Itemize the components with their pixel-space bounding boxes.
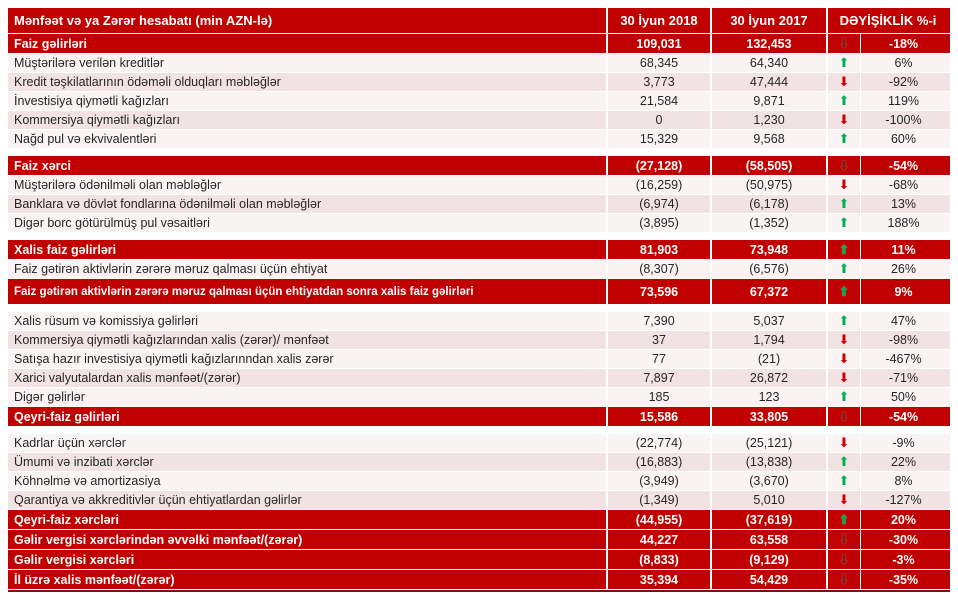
change-cell	[828, 260, 950, 279]
change-percent: -92%	[888, 75, 919, 89]
change-percent: 9%	[894, 284, 913, 299]
row-label: Köhnəlmə və amortizasiya	[8, 472, 608, 491]
value-2017: (58,505)	[712, 156, 828, 176]
change-cell	[828, 312, 950, 331]
value-2017: 5,037	[712, 312, 828, 331]
change-cell	[828, 156, 950, 176]
row-label: Qeyri-faiz xərcləri	[8, 510, 608, 530]
value-2018: 109,031	[608, 34, 712, 54]
row-label: Müştərilərə verilən kreditlər	[8, 54, 608, 73]
row-label: Kommersiya qiymətli kağızları	[8, 111, 608, 130]
profit-loss-table	[8, 8, 950, 592]
change-percent: -127%	[885, 493, 922, 507]
row-label: Faiz gətirən aktivlərin zərərə məruz qalması üçün ehtiyat	[8, 260, 608, 279]
down-arrow-icon	[828, 350, 861, 368]
change-percent: 188%	[887, 216, 920, 230]
change-cell	[828, 510, 950, 530]
value-2018: 0	[608, 111, 712, 130]
row-label: Faiz gəlirləri	[8, 34, 608, 54]
value-2017: 5,010	[712, 491, 828, 510]
row-label: Digər borc götürülmüş pul vəsaitləri	[8, 214, 608, 233]
up-arrow-icon	[828, 279, 861, 304]
change-cell	[828, 407, 950, 427]
row-label: Ümumi və inzibati xərclər	[8, 453, 608, 472]
spacer-row	[8, 427, 950, 434]
value-2017: 47,444	[712, 73, 828, 92]
table-row	[8, 73, 950, 92]
change-percent: 8%	[894, 474, 913, 488]
value-2017: 63,558	[712, 530, 828, 550]
value-2018: (22,774)	[608, 434, 712, 453]
spacer-row	[8, 149, 950, 156]
down-arrow-icon	[828, 156, 861, 175]
row-label: Banklara və dövlət fondlarına ödənilməli olan məbləğlər	[8, 195, 608, 214]
down-arrow-icon	[828, 111, 861, 129]
change-percent: -54%	[888, 409, 919, 424]
value-2017: (6,576)	[712, 260, 828, 279]
value-2018: 3,773	[608, 73, 712, 92]
value-2018: 21,584	[608, 92, 712, 111]
up-arrow-icon	[828, 54, 861, 72]
table-row	[8, 472, 950, 491]
down-arrow-icon	[828, 73, 861, 91]
value-2018: (3,895)	[608, 214, 712, 233]
change-cell	[828, 240, 950, 260]
header-col-2017: 30 İyun 2017	[712, 8, 828, 34]
up-arrow-icon	[828, 214, 861, 232]
value-2018: (8,307)	[608, 260, 712, 279]
change-percent: -100%	[885, 113, 922, 127]
section-row	[8, 550, 950, 570]
change-cell	[828, 550, 950, 570]
change-percent: -71%	[888, 371, 919, 385]
value-2018: (44,955)	[608, 510, 712, 530]
value-2018: 7,390	[608, 312, 712, 331]
down-arrow-icon	[828, 369, 861, 387]
value-2018: (1,349)	[608, 491, 712, 510]
change-percent: -68%	[888, 178, 919, 192]
change-percent: -9%	[892, 436, 915, 450]
value-2018: (27,128)	[608, 156, 712, 176]
up-arrow-icon	[828, 240, 861, 259]
table-row	[8, 312, 950, 331]
down-arrow-icon	[828, 407, 861, 426]
up-arrow-icon	[828, 130, 861, 148]
row-label: Müştərilərə ödənilməli olan məbləğlər	[8, 176, 608, 195]
table-row	[8, 54, 950, 73]
value-2018: 44,227	[608, 530, 712, 550]
value-2018: 7,897	[608, 369, 712, 388]
value-2017: (6,178)	[712, 195, 828, 214]
change-cell	[828, 54, 950, 73]
change-cell	[828, 472, 950, 491]
change-cell	[828, 111, 950, 130]
row-label: Satışa hazır investisiya qiymətli kağızlarınndan xalis zərər	[8, 350, 608, 369]
value-2018: (16,883)	[608, 453, 712, 472]
value-2018: 15,586	[608, 407, 712, 427]
value-2018: (8,833)	[608, 550, 712, 570]
up-arrow-icon	[828, 453, 861, 471]
section-row	[8, 570, 950, 590]
change-cell	[828, 350, 950, 369]
table-row	[8, 388, 950, 407]
header-col-change	[828, 8, 950, 34]
value-2018: 81,903	[608, 240, 712, 260]
change-cell	[828, 369, 950, 388]
change-percent: -30%	[888, 532, 919, 547]
value-2017: (25,121)	[712, 434, 828, 453]
change-percent: -98%	[888, 333, 919, 347]
table-row	[8, 214, 950, 233]
section-row	[8, 34, 950, 54]
change-cell	[828, 434, 950, 453]
spacer-row	[8, 305, 950, 312]
change-cell	[828, 530, 950, 550]
value-2018: (3,949)	[608, 472, 712, 491]
change-percent: -3%	[892, 552, 915, 567]
change-percent: 47%	[890, 314, 917, 328]
row-label: Gəlir vergisi xərcləri	[8, 550, 608, 570]
change-percent: 6%	[894, 56, 913, 70]
up-arrow-icon	[828, 472, 861, 490]
table-row	[8, 350, 950, 369]
table-row	[8, 453, 950, 472]
value-2017: 9,568	[712, 130, 828, 149]
header-col-2018: 30 İyun 2018	[608, 8, 712, 34]
table-row	[8, 331, 950, 350]
section-row	[8, 240, 950, 260]
value-2017: (9,129)	[712, 550, 828, 570]
down-arrow-icon	[828, 570, 861, 589]
change-percent: 26%	[890, 262, 917, 276]
value-2017: (37,619)	[712, 510, 828, 530]
change-percent: -35%	[888, 572, 919, 587]
value-2017: 26,872	[712, 369, 828, 388]
table-row	[8, 369, 950, 388]
row-label: Qarantiya və akkreditivlər üçün ehtiyatlardan gəlirlər	[8, 491, 608, 510]
row-label: İl üzrə xalis mənfəət/(zərər)	[8, 570, 608, 590]
value-2017: 132,453	[712, 34, 828, 54]
change-cell	[828, 130, 950, 149]
change-percent: 22%	[890, 455, 917, 469]
value-2017: (13,838)	[712, 453, 828, 472]
value-2017: 9,871	[712, 92, 828, 111]
table-header-row	[8, 8, 950, 34]
change-cell	[828, 214, 950, 233]
table-row	[8, 434, 950, 453]
value-2018: 185	[608, 388, 712, 407]
table-row	[8, 111, 950, 130]
header-change-label: DƏYİŞİKLİK %-i	[839, 13, 937, 28]
row-label: Xalis rüsum və komissiya gəlirləri	[8, 312, 608, 331]
change-percent: 11%	[891, 242, 916, 257]
change-percent: 13%	[890, 197, 917, 211]
value-2018: (16,259)	[608, 176, 712, 195]
change-percent: -467%	[885, 352, 922, 366]
value-2017: 1,230	[712, 111, 828, 130]
section-row	[8, 279, 950, 305]
change-percent: 20%	[890, 512, 917, 527]
down-arrow-icon	[828, 550, 861, 569]
table-row	[8, 260, 950, 279]
value-2018: 68,345	[608, 54, 712, 73]
table-body	[8, 34, 950, 590]
up-arrow-icon	[828, 92, 861, 110]
section-row	[8, 407, 950, 427]
table-row	[8, 176, 950, 195]
value-2017: (1,352)	[712, 214, 828, 233]
row-label: İnvestisiya qiymətli kağızları	[8, 92, 608, 111]
change-percent: 119%	[887, 94, 920, 108]
table-row	[8, 92, 950, 111]
change-percent: -54%	[888, 158, 919, 173]
value-2017: (21)	[712, 350, 828, 369]
change-cell	[828, 570, 950, 590]
down-arrow-icon	[828, 176, 861, 194]
up-arrow-icon	[828, 388, 861, 406]
value-2017: 54,429	[712, 570, 828, 590]
value-2018: 77	[608, 350, 712, 369]
change-percent: -18%	[888, 36, 919, 51]
change-cell	[828, 176, 950, 195]
row-label: Kommersiya qiymətli kağızlarından xalis (zərər)/ mənfəət	[8, 331, 608, 350]
value-2017: (50,975)	[712, 176, 828, 195]
value-2018: 37	[608, 331, 712, 350]
row-label: Faiz gətirən aktivlərin zərərə məruz qalması üçün ehtiyatdan sonra xalis faiz gəlirləri	[8, 279, 608, 305]
spacer-row	[8, 233, 950, 240]
value-2017: 1,794	[712, 331, 828, 350]
row-label: Faiz xərci	[8, 156, 608, 176]
section-row	[8, 156, 950, 176]
change-cell	[828, 73, 950, 92]
value-2017: 123	[712, 388, 828, 407]
row-label: Kredit təşkilatlarının ödəməli olduqları məbləğlər	[8, 73, 608, 92]
row-label: Gəlir vergisi xərclərindən əvvəlki mənfəət/(zərər)	[8, 530, 608, 550]
up-arrow-icon	[828, 510, 861, 529]
change-cell	[828, 453, 950, 472]
row-label: Xarici valyutalardan xalis mənfəət/(zərər)	[8, 369, 608, 388]
change-cell	[828, 92, 950, 111]
table-row	[8, 491, 950, 510]
value-2017: 64,340	[712, 54, 828, 73]
section-row	[8, 530, 950, 550]
value-2018: (6,974)	[608, 195, 712, 214]
down-arrow-icon	[828, 434, 861, 452]
section-row	[8, 510, 950, 530]
header-title: Mənfəət və ya Zərər hesabatı (min AZN-lə)	[8, 8, 608, 34]
up-arrow-icon	[828, 195, 861, 213]
change-cell	[828, 388, 950, 407]
value-2017: 33,805	[712, 407, 828, 427]
change-cell	[828, 331, 950, 350]
change-cell	[828, 491, 950, 510]
down-arrow-icon	[828, 331, 861, 349]
row-label: Kadrlar üçün xərclər	[8, 434, 608, 453]
value-2017: 67,372	[712, 279, 828, 305]
value-2017: 73,948	[712, 240, 828, 260]
row-label: Xalis faiz gəlirləri	[8, 240, 608, 260]
change-cell	[828, 279, 950, 305]
change-cell	[828, 34, 950, 54]
value-2018: 35,394	[608, 570, 712, 590]
down-arrow-icon	[828, 34, 861, 53]
change-cell	[828, 195, 950, 214]
row-label: Nağd pul və ekvivalentləri	[8, 130, 608, 149]
down-arrow-icon	[828, 491, 861, 509]
row-label: Qeyri-faiz gəlirləri	[8, 407, 608, 427]
table-row	[8, 130, 950, 149]
up-arrow-icon	[828, 312, 861, 330]
change-percent: 60%	[890, 132, 917, 146]
up-arrow-icon	[828, 260, 861, 278]
change-percent: 50%	[890, 390, 917, 404]
value-2018: 15,329	[608, 130, 712, 149]
table-row	[8, 195, 950, 214]
row-label: Digər gəlirlər	[8, 388, 608, 407]
value-2017: (3,670)	[712, 472, 828, 491]
down-arrow-icon	[828, 530, 861, 549]
value-2018: 73,596	[608, 279, 712, 305]
